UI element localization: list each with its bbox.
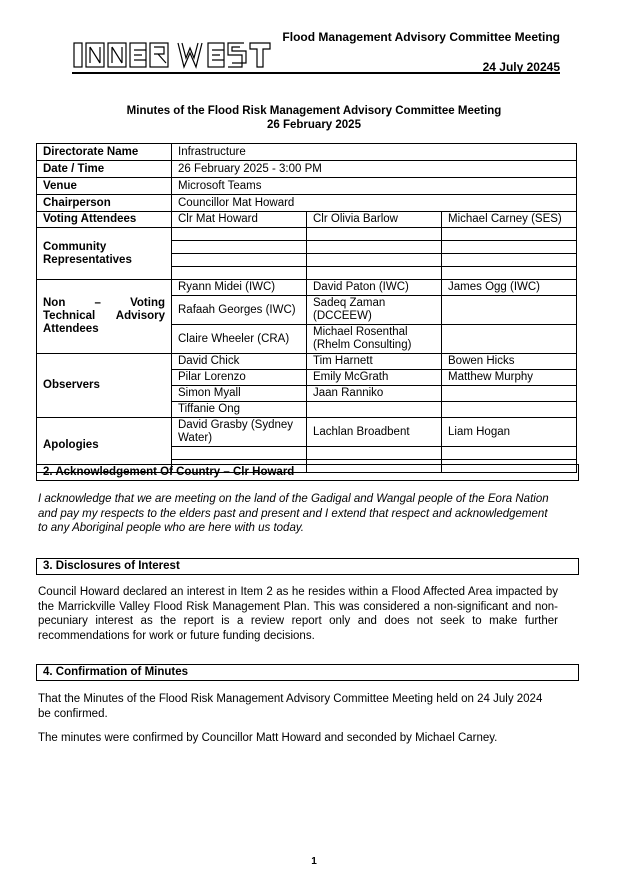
page-number: 1: [311, 856, 317, 867]
chairperson-value: Councillor Mat Howard: [172, 195, 577, 212]
observer: Pilar Lorenzo: [172, 370, 307, 386]
observer: Matthew Murphy: [442, 370, 577, 386]
header-date: 24 July 20245: [482, 60, 560, 74]
section-heading: 4. Confirmation of Minutes: [36, 664, 579, 681]
observer: Simon Myall: [172, 386, 307, 402]
venue-value: Microsoft Teams: [172, 178, 577, 195]
document-title-line1: Minutes of the Flood Risk Management Advisory Committee Meeting: [126, 105, 502, 117]
non-voting-attendee: Ryann Midei (IWC): [172, 280, 307, 296]
document-title-line2: 26 February 2025: [267, 119, 361, 131]
apology: Lachlan Broadbent: [307, 418, 442, 447]
non-voting-attendee: Michael Rosenthal (Rhelm Consulting): [307, 325, 442, 354]
voting-attendee: Clr Olivia Barlow: [307, 212, 442, 228]
confirmation-text: That the Minutes of the Flood Risk Management Advisory Committee Meeting held on 24 July 2024 be confirmed.: [38, 693, 543, 720]
non-voting-attendee: [442, 296, 577, 325]
voting-attendees-label: Voting Attendees: [37, 212, 172, 228]
non-voting-label-word: Voting: [130, 297, 165, 309]
directorate-label: Directorate Name: [37, 144, 172, 161]
non-voting-label-word: Advisory: [115, 310, 165, 322]
table-row: [37, 418, 577, 447]
meeting-details-table: [36, 143, 577, 473]
observer: [442, 386, 577, 402]
observers-label: Observers: [37, 354, 172, 418]
section-heading: 3. Disclosures of Interest: [36, 558, 579, 575]
header-divider: [72, 72, 560, 74]
apology: David Grasby (Sydney Water): [172, 418, 307, 447]
voting-attendee: Michael Carney (SES): [442, 212, 577, 228]
apologies-label: Apologies: [37, 418, 172, 473]
table-row: [37, 212, 577, 228]
confirmation-text: The minutes were confirmed by Councillor Matt Howard and seconded by Michael Carney.: [38, 732, 498, 744]
non-voting-attendee: Sadeq Zaman (DCCEEW): [307, 296, 442, 325]
voting-attendee: Clr Mat Howard: [172, 212, 307, 228]
date-label: Date / Time: [37, 161, 172, 178]
disclosure-text: Council Howard declared an interest in Item 2 as he resides within a Flood Affected Area impacted by the Marrickville Valley Flood Risk Management Plan. This was considered a non-significant and non-pecuniary interest as the report is a review report only and does not seek to make further recommendations for work or future funding decisions.: [38, 586, 558, 642]
table-row: [37, 178, 577, 195]
directorate-value: Infrastructure: [172, 144, 577, 161]
section-heading: 2. Acknowledgement Of Country – Clr Howard: [36, 464, 579, 481]
observer: David Chick: [172, 354, 307, 370]
table-row: [37, 195, 577, 212]
non-voting-attendees-label: [37, 280, 172, 354]
community-representatives-label: Community Representatives: [37, 228, 172, 280]
table-row: [37, 144, 577, 161]
non-voting-label-word: –: [94, 297, 101, 309]
date-value: 26 February 2025 - 3:00 PM: [172, 161, 577, 178]
table-row: [37, 354, 577, 370]
apology: Liam Hogan: [442, 418, 577, 447]
observer: Emily McGrath: [307, 370, 442, 386]
table-row: [37, 161, 577, 178]
non-voting-label-word: Technical: [43, 310, 96, 322]
observer: Tiffanie Ong: [172, 402, 307, 418]
non-voting-label-word: Non: [43, 297, 66, 309]
inner-west-logo: [72, 40, 272, 72]
table-row: [37, 228, 577, 241]
meeting-header-title: Flood Management Advisory Committee Meeting: [282, 30, 560, 44]
observer: Jaan Ranniko: [307, 386, 442, 402]
non-voting-attendee: David Paton (IWC): [307, 280, 442, 296]
non-voting-attendee: Claire Wheeler (CRA): [172, 325, 307, 354]
table-row: [37, 280, 577, 296]
non-voting-attendee: Rafaah Georges (IWC): [172, 296, 307, 325]
observer: [307, 402, 442, 418]
observer: Tim Harnett: [307, 354, 442, 370]
observer: [442, 402, 577, 418]
non-voting-attendee: James Ogg (IWC): [442, 280, 577, 296]
observer: Bowen Hicks: [442, 354, 577, 370]
venue-label: Venue: [37, 178, 172, 195]
non-voting-attendee: [442, 325, 577, 354]
document-title: [0, 104, 628, 132]
non-voting-label-word: Attendees: [43, 323, 99, 335]
chairperson-label: Chairperson: [37, 195, 172, 212]
acknowledgement-text: I acknowledge that we are meeting on the land of the Gadigal and Wangal people of the Eora Nation and pay my respects to the elders past and present and I extend that respect and acknowledgement to any Aboriginal people who are here with us today.: [38, 493, 549, 534]
